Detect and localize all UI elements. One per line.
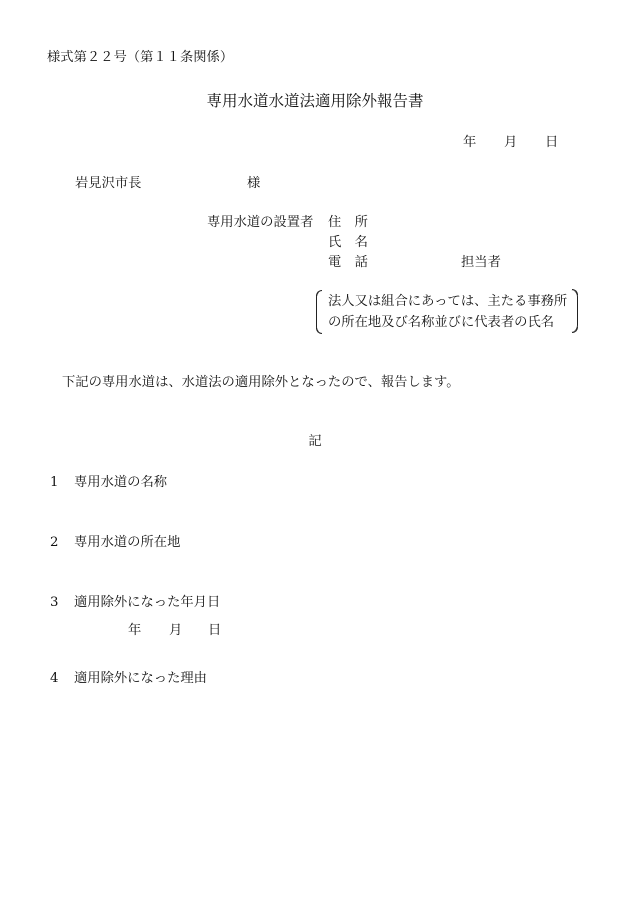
- item-3-day-label: 日: [208, 623, 222, 638]
- note-line-1: 法人又は組合にあっては、主たる事務所: [328, 294, 568, 309]
- item-label: 適用除外になった年月日: [74, 595, 221, 610]
- note-line-2: の所在地及び名称並びに代表者の氏名: [328, 315, 555, 330]
- item-label: 専用水道の名称: [74, 475, 168, 490]
- item-3-month-label: 月: [169, 623, 183, 638]
- applicant-role: 専用水道の設置者: [207, 215, 314, 230]
- addressee-honorific: 様: [247, 176, 261, 191]
- address-label: 住 所: [328, 215, 368, 230]
- ki-heading: 記: [308, 434, 322, 449]
- item-number: 3: [50, 595, 59, 610]
- date-year-label: 年: [463, 135, 477, 150]
- item-number: 2: [50, 535, 59, 550]
- item-label: 専用水道の所在地: [74, 535, 181, 550]
- date-day-label: 日: [545, 135, 559, 150]
- right-bracket: [571, 290, 578, 332]
- phone-label: 電 話: [328, 255, 368, 270]
- form-number: 様式第２２号（第１１条関係）: [47, 50, 234, 65]
- item-label: 適用除外になった理由: [74, 671, 207, 686]
- contact-person-label: 担当者: [461, 255, 501, 270]
- item-3-year-label: 年: [128, 623, 142, 638]
- name-label: 氏 名: [328, 235, 368, 250]
- document-title: 専用水道水道法適用除外報告書: [206, 92, 424, 110]
- addressee-name: 岩見沢市長: [75, 176, 142, 191]
- item-number: 1: [50, 475, 59, 490]
- item-number: 4: [50, 671, 59, 686]
- date-month-label: 月: [504, 135, 518, 150]
- left-bracket: [316, 290, 323, 334]
- statement: 下記の専用水道は、水道法の適用除外となったので、報告します。: [62, 375, 460, 390]
